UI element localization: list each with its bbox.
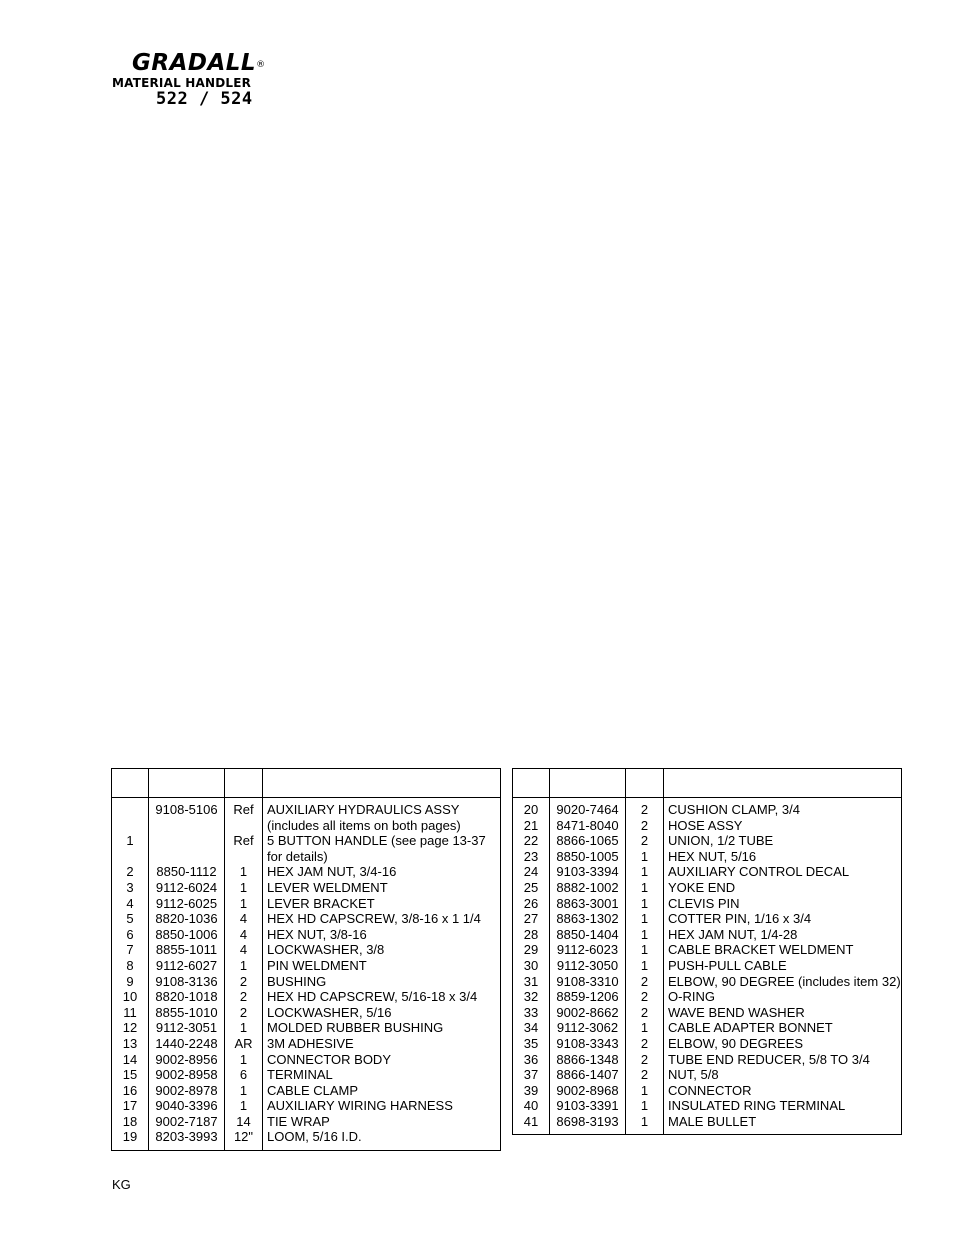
quantity: 4 <box>225 942 263 958</box>
item-number: 41 <box>513 1114 550 1130</box>
quantity: 6 <box>225 1067 263 1083</box>
description: LEVER BRACKET <box>263 896 501 912</box>
description: LEVER WELDMENT <box>263 880 501 896</box>
header-cell-item <box>513 769 550 798</box>
description: 5 BUTTON HANDLE (see page 13-37 <box>263 833 501 849</box>
item-number: 19 <box>112 1129 149 1145</box>
part-number: 8850-1112 <box>149 864 225 880</box>
description: HEX HD CAPSCREW, 3/8-16 x 1 1/4 <box>263 911 501 927</box>
quantity: 1 <box>626 896 664 912</box>
description: YOKE END <box>664 880 902 896</box>
table-row <box>513 833 902 849</box>
description: WAVE BEND WASHER <box>664 1005 902 1021</box>
quantity: 2 <box>626 1052 664 1068</box>
quantity: 1 <box>626 864 664 880</box>
part-number: 8820-1018 <box>149 989 225 1005</box>
table-row <box>513 880 902 896</box>
description: HEX HD CAPSCREW, 5/16-18 x 3/4 <box>263 989 501 1005</box>
item-number: 12 <box>112 1020 149 1036</box>
table-row <box>513 958 902 974</box>
table-row <box>513 1083 902 1099</box>
table-row <box>112 1052 501 1068</box>
item-number: 24 <box>513 864 550 880</box>
item-number: 23 <box>513 849 550 865</box>
description: INSULATED RING TERMINAL <box>664 1098 902 1114</box>
description: AUXILIARY HYDRAULICS ASSY <box>263 802 501 818</box>
description: LOOM, 5/16 I.D. <box>263 1129 501 1145</box>
table-row <box>513 864 902 880</box>
quantity: 1 <box>225 958 263 974</box>
table-row <box>513 1036 902 1052</box>
part-number: 9002-8662 <box>550 1005 626 1021</box>
part-number: 8850-1404 <box>550 927 626 943</box>
item-number: 1 <box>112 833 149 849</box>
quantity: 12" <box>225 1129 263 1145</box>
quantity: 2 <box>626 989 664 1005</box>
gradall-logo <box>112 50 312 108</box>
description: 3M ADHESIVE <box>263 1036 501 1052</box>
item-number: 39 <box>513 1083 550 1099</box>
item-number: 11 <box>112 1005 149 1021</box>
item-number: 31 <box>513 974 550 990</box>
item-number: 7 <box>112 942 149 958</box>
quantity: 2 <box>626 1005 664 1021</box>
item-number: 20 <box>513 802 550 818</box>
part-number: 8203-3993 <box>149 1129 225 1145</box>
table-row <box>513 1114 902 1130</box>
parts-table-left <box>111 768 501 1151</box>
part-number: 8859-1206 <box>550 989 626 1005</box>
table-row <box>112 880 501 896</box>
item-number: 9 <box>112 974 149 990</box>
item-number: 37 <box>513 1067 550 1083</box>
part-number: 8698-3193 <box>550 1114 626 1130</box>
table-row <box>112 989 501 1005</box>
quantity: 1 <box>626 1098 664 1114</box>
table-row <box>513 1005 902 1021</box>
item-number: 8 <box>112 958 149 974</box>
part-number: 8820-1036 <box>149 911 225 927</box>
table-row <box>513 927 902 943</box>
quantity: 1 <box>626 1020 664 1036</box>
table-row <box>112 864 501 880</box>
table-row <box>112 958 501 974</box>
table-row <box>513 1052 902 1068</box>
table-row <box>513 989 902 1005</box>
table-header-row <box>112 769 501 798</box>
item-number: 27 <box>513 911 550 927</box>
quantity: 1 <box>626 911 664 927</box>
registered-mark: ® <box>256 60 266 70</box>
quantity: 2 <box>626 802 664 818</box>
table-row <box>513 911 902 927</box>
part-number: 9020-7464 <box>550 802 626 818</box>
brand-text: GRADALL <box>132 50 257 76</box>
header-cell-description <box>263 769 501 798</box>
quantity: 2 <box>225 989 263 1005</box>
table-row <box>112 896 501 912</box>
item-number <box>112 818 149 834</box>
quantity: Ref <box>225 833 263 849</box>
item-number <box>112 802 149 818</box>
item-number: 16 <box>112 1083 149 1099</box>
part-number: 9002-7187 <box>149 1114 225 1130</box>
quantity: 2 <box>225 974 263 990</box>
description: MOLDED RUBBER BUSHING <box>263 1020 501 1036</box>
item-number: 33 <box>513 1005 550 1021</box>
description: LOCKWASHER, 5/16 <box>263 1005 501 1021</box>
part-number: 8850-1006 <box>149 927 225 943</box>
item-number: 32 <box>513 989 550 1005</box>
part-number: 9103-3394 <box>550 864 626 880</box>
quantity: 14 <box>225 1114 263 1130</box>
table-row <box>513 1067 902 1083</box>
item-number: 10 <box>112 989 149 1005</box>
part-number: 9112-3051 <box>149 1020 225 1036</box>
parts-table-right <box>512 768 902 1135</box>
description: PUSH-PULL CABLE <box>664 958 902 974</box>
quantity: 1 <box>626 942 664 958</box>
part-number: 8866-1407 <box>550 1067 626 1083</box>
header-cell-qty <box>225 769 263 798</box>
quantity: 2 <box>626 833 664 849</box>
description: O-RING <box>664 989 902 1005</box>
parts-list-right <box>513 798 902 1135</box>
part-number: 9002-8978 <box>149 1083 225 1099</box>
product-subtitle: MATERIAL HANDLER <box>112 76 252 90</box>
part-number <box>149 833 225 849</box>
part-number: 9002-8958 <box>149 1067 225 1083</box>
item-number: 35 <box>513 1036 550 1052</box>
quantity: 4 <box>225 927 263 943</box>
description: CONNECTOR BODY <box>263 1052 501 1068</box>
item-number: 14 <box>112 1052 149 1068</box>
table-row <box>513 849 902 865</box>
quantity: Ref <box>225 802 263 818</box>
quantity: 1 <box>225 1052 263 1068</box>
part-number: 8866-1065 <box>550 833 626 849</box>
item-number: 25 <box>513 880 550 896</box>
item-number: 22 <box>513 833 550 849</box>
item-number: 40 <box>513 1098 550 1114</box>
item-number: 29 <box>513 942 550 958</box>
description: LOCKWASHER, 3/8 <box>263 942 501 958</box>
quantity: 2 <box>225 1005 263 1021</box>
page-footer-code: KG <box>112 1177 131 1192</box>
part-number: 9002-8956 <box>149 1052 225 1068</box>
table-row <box>112 1098 501 1114</box>
description: COTTER PIN, 1/16 x 3/4 <box>664 911 902 927</box>
item-number: 3 <box>112 880 149 896</box>
description: MALE BULLET <box>664 1114 902 1130</box>
quantity: 2 <box>626 818 664 834</box>
quantity <box>225 818 263 834</box>
quantity: 1 <box>626 958 664 974</box>
table-row <box>112 1036 501 1052</box>
quantity: 2 <box>626 1036 664 1052</box>
quantity: 1 <box>225 896 263 912</box>
part-number: 8863-3001 <box>550 896 626 912</box>
description: TIE WRAP <box>263 1114 501 1130</box>
table-row <box>112 1114 501 1130</box>
table-row <box>513 1020 902 1036</box>
quantity: 1 <box>626 849 664 865</box>
description: CABLE BRACKET WELDMENT <box>664 942 902 958</box>
description: ELBOW, 90 DEGREES <box>664 1036 902 1052</box>
description: HEX NUT, 3/8-16 <box>263 927 501 943</box>
item-number: 30 <box>513 958 550 974</box>
table-row <box>112 927 501 943</box>
table-row <box>112 849 501 865</box>
table-row <box>112 911 501 927</box>
description: HOSE ASSY <box>664 818 902 834</box>
quantity: 1 <box>626 1083 664 1099</box>
description: HEX NUT, 5/16 <box>664 849 902 865</box>
part-number: 1440-2248 <box>149 1036 225 1052</box>
table-row <box>112 1129 501 1145</box>
item-number: 4 <box>112 896 149 912</box>
item-number: 6 <box>112 927 149 943</box>
quantity: 1 <box>225 1020 263 1036</box>
part-number: 8882-1002 <box>550 880 626 896</box>
item-number <box>112 849 149 865</box>
table-row <box>112 833 501 849</box>
quantity: 1 <box>225 1098 263 1114</box>
header-cell-description <box>664 769 902 798</box>
part-number: 9103-3391 <box>550 1098 626 1114</box>
item-number: 36 <box>513 1052 550 1068</box>
item-number: 17 <box>112 1098 149 1114</box>
parts-list-left <box>112 798 501 1151</box>
table-row <box>112 1067 501 1083</box>
description: BUSHING <box>263 974 501 990</box>
part-number: 9040-3396 <box>149 1098 225 1114</box>
description: ELBOW, 90 DEGREE (includes item 32) <box>664 974 902 990</box>
part-number: 9108-5106 <box>149 802 225 818</box>
table-row <box>513 818 902 834</box>
item-number: 34 <box>513 1020 550 1036</box>
description: TERMINAL <box>263 1067 501 1083</box>
item-number: 28 <box>513 927 550 943</box>
header-cell-part <box>149 769 225 798</box>
part-number: 9112-3062 <box>550 1020 626 1036</box>
description: CONNECTOR <box>664 1083 902 1099</box>
table-header-row <box>513 769 902 798</box>
description: for details) <box>263 849 501 865</box>
part-number: 8855-1011 <box>149 942 225 958</box>
item-number: 13 <box>112 1036 149 1052</box>
description: CLEVIS PIN <box>664 896 902 912</box>
table-row <box>513 942 902 958</box>
description: HEX JAM NUT, 3/4-16 <box>263 864 501 880</box>
table-row <box>112 974 501 990</box>
description: TUBE END REDUCER, 5/8 TO 3/4 <box>664 1052 902 1068</box>
part-number <box>149 818 225 834</box>
table-row <box>513 802 902 818</box>
item-number: 2 <box>112 864 149 880</box>
brand-name <box>132 50 312 76</box>
table-row <box>112 802 501 818</box>
header-cell-part <box>550 769 626 798</box>
quantity: AR <box>225 1036 263 1052</box>
description: HEX JAM NUT, 1/4-28 <box>664 927 902 943</box>
description: AUXILIARY CONTROL DECAL <box>664 864 902 880</box>
header-cell-item <box>112 769 149 798</box>
part-number: 9112-6024 <box>149 880 225 896</box>
header-cell-qty <box>626 769 664 798</box>
part-number <box>149 849 225 865</box>
part-number: 9108-3136 <box>149 974 225 990</box>
item-number: 18 <box>112 1114 149 1130</box>
quantity: 1 <box>225 864 263 880</box>
part-number: 9002-8968 <box>550 1083 626 1099</box>
description: NUT, 5/8 <box>664 1067 902 1083</box>
part-number: 8855-1010 <box>149 1005 225 1021</box>
table-row <box>513 896 902 912</box>
part-number: 9112-6025 <box>149 896 225 912</box>
description: (includes all items on both pages) <box>263 818 501 834</box>
quantity: 1 <box>626 880 664 896</box>
quantity: 1 <box>626 1114 664 1130</box>
description: CABLE CLAMP <box>263 1083 501 1099</box>
part-number: 8866-1348 <box>550 1052 626 1068</box>
part-number: 9112-6023 <box>550 942 626 958</box>
quantity: 2 <box>626 974 664 990</box>
item-number: 5 <box>112 911 149 927</box>
part-number: 8863-1302 <box>550 911 626 927</box>
quantity: 1 <box>225 880 263 896</box>
part-number: 8471-8040 <box>550 818 626 834</box>
description: CUSHION CLAMP, 3/4 <box>664 802 902 818</box>
item-number: 26 <box>513 896 550 912</box>
description: UNION, 1/2 TUBE <box>664 833 902 849</box>
description: CABLE ADAPTER BONNET <box>664 1020 902 1036</box>
table-row <box>112 1083 501 1099</box>
table-row <box>112 818 501 834</box>
quantity <box>225 849 263 865</box>
part-number: 9112-6027 <box>149 958 225 974</box>
quantity: 2 <box>626 1067 664 1083</box>
quantity: 1 <box>626 927 664 943</box>
part-number: 8850-1005 <box>550 849 626 865</box>
item-number: 15 <box>112 1067 149 1083</box>
item-number: 21 <box>513 818 550 834</box>
quantity: 1 <box>225 1083 263 1099</box>
description: PIN WELDMENT <box>263 958 501 974</box>
table-row <box>112 942 501 958</box>
table-row <box>513 974 902 990</box>
model-number: 522 / 524 <box>156 89 253 109</box>
part-number: 9108-3310 <box>550 974 626 990</box>
part-number: 9108-3343 <box>550 1036 626 1052</box>
quantity: 4 <box>225 911 263 927</box>
table-row <box>112 1005 501 1021</box>
description: AUXILIARY WIRING HARNESS <box>263 1098 501 1114</box>
table-row <box>513 1098 902 1114</box>
table-row <box>112 1020 501 1036</box>
part-number: 9112-3050 <box>550 958 626 974</box>
